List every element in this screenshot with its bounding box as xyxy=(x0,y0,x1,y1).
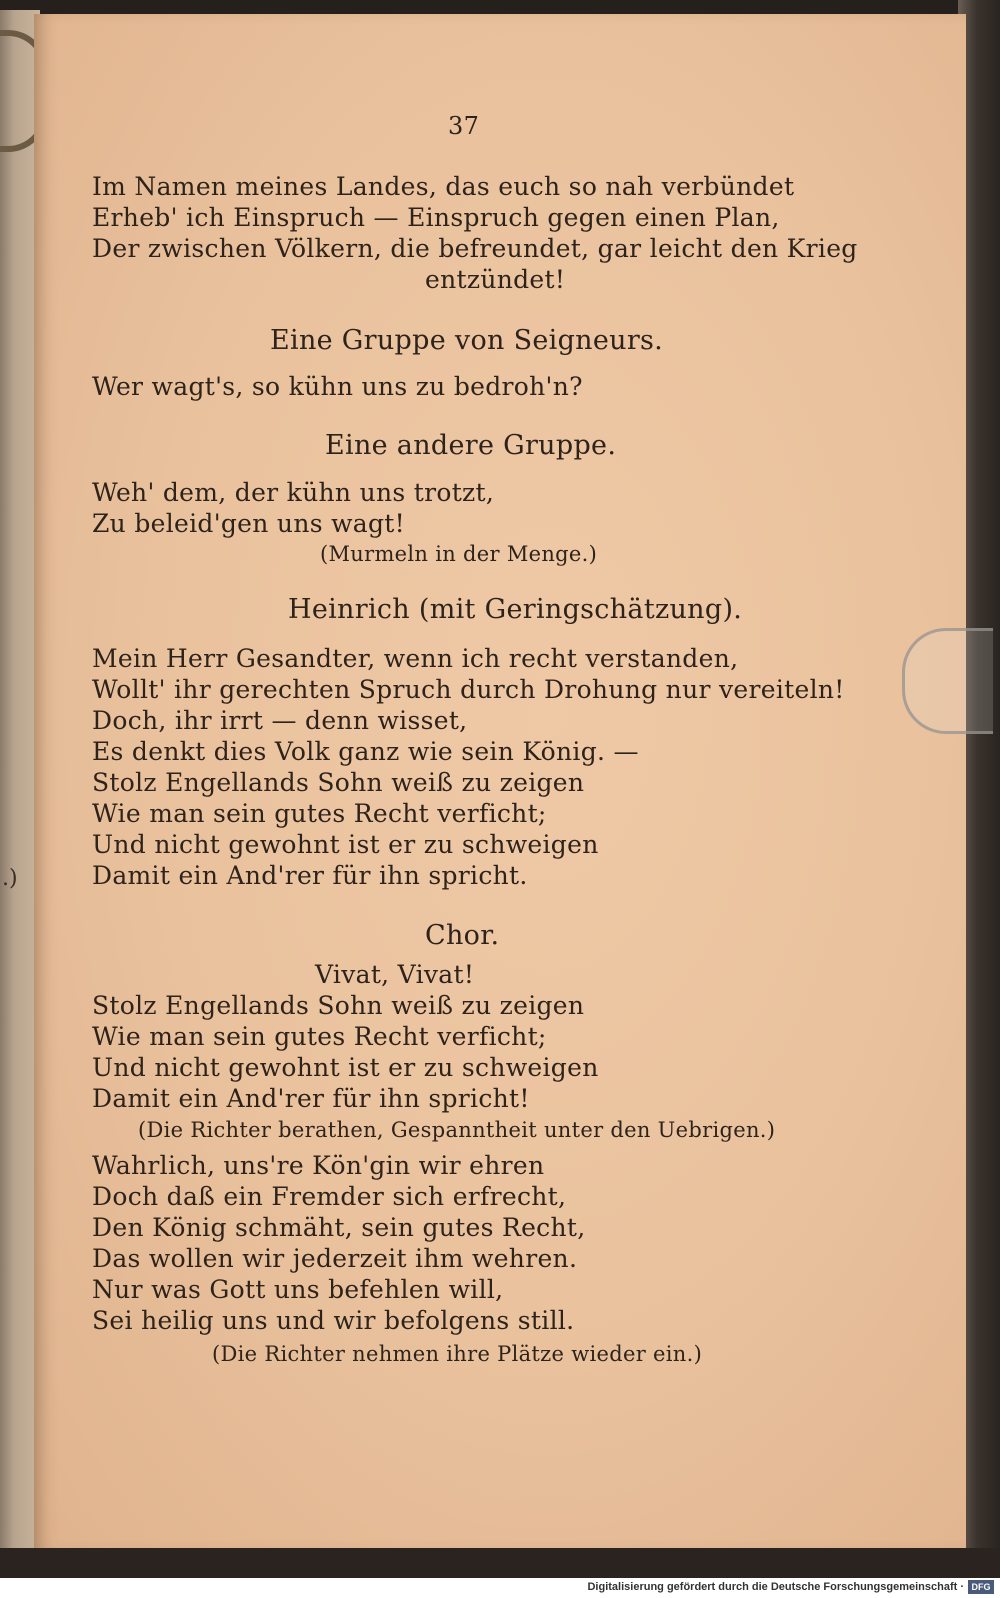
dfg-logo: DFG xyxy=(968,1580,994,1594)
verse-line: Wollt' ihr gerechten Spruch durch Drohung nur vereiteln! xyxy=(92,675,845,704)
verse-line: Sei heilig uns und wir befolgens still. xyxy=(92,1306,575,1335)
speaker-heading: Heinrich (mit Geringschätzung). xyxy=(288,594,743,625)
verse-line: entzündet! xyxy=(425,265,566,294)
verse-line: Doch, ihr irrt — denn wisset, xyxy=(92,706,468,735)
verse-line: Vivat, Vivat! xyxy=(315,960,475,989)
verse-line: Erheb' ich Einspruch — Einspruch gegen einen Plan, xyxy=(92,203,780,232)
funding-credit: Digitalisierung gefördert durch die Deutsche Forschungsgemeinschaft · xyxy=(587,1581,964,1593)
verse-line: Der zwischen Völkern, die befreundet, gar leicht den Krieg xyxy=(92,234,858,263)
verse-line: Es denkt dies Volk ganz wie sein König. — xyxy=(92,737,639,766)
verse-line: Damit ein And'rer für ihn spricht! xyxy=(92,1084,530,1113)
verse-line: Damit ein And'rer für ihn spricht. xyxy=(92,861,528,890)
verse-line: Wahrlich, uns're Kön'gin wir ehren xyxy=(92,1151,545,1180)
stage-direction: (Murmeln in der Menge.) xyxy=(320,542,598,566)
verse-line: Weh' dem, der kühn uns trotzt, xyxy=(92,478,495,507)
paper-clip-right xyxy=(902,628,993,734)
verse-line: Und nicht gewohnt ist er zu schweigen xyxy=(92,830,599,859)
verse-line: Wie man sein gutes Recht verficht; xyxy=(92,799,547,828)
verse-line: Zu beleid'gen uns wagt! xyxy=(92,509,406,538)
book-cover-bottom xyxy=(0,1548,1000,1578)
verse-line: Den König schmäht, sein gutes Recht, xyxy=(92,1213,586,1242)
verse-line: Wie man sein gutes Recht verficht; xyxy=(92,1022,547,1051)
verse-line: Stolz Engellands Sohn weiß zu zeigen xyxy=(92,768,585,797)
stage-direction: (Die Richter nehmen ihre Plätze wieder ein.) xyxy=(212,1342,703,1366)
verse-line: Mein Herr Gesandter, wenn ich recht verstanden, xyxy=(92,644,739,673)
verse-line: Wer wagt's, so kühn uns zu bedroh'n? xyxy=(92,372,583,401)
verse-line: Doch daß ein Fremder sich erfrecht, xyxy=(92,1182,567,1211)
verse-line: Nur was Gott uns befehlen will, xyxy=(92,1275,504,1304)
stage-direction: (Die Richter berathen, Gespanntheit unter den Uebrigen.) xyxy=(138,1118,776,1142)
verse-line: Stolz Engellands Sohn weiß zu zeigen xyxy=(92,991,585,1020)
verse-line: Im Namen meines Landes, das euch so nah verbündet xyxy=(92,172,795,201)
facing-page-mark: .) xyxy=(2,866,18,891)
verse-line: Das wollen wir jederzeit ihm wehren. xyxy=(92,1244,578,1273)
speaker-heading: Chor. xyxy=(425,920,500,951)
speaker-heading: Eine andere Gruppe. xyxy=(325,430,617,461)
page-number: 37 xyxy=(448,112,480,140)
speaker-heading: Eine Gruppe von Seigneurs. xyxy=(270,325,664,356)
verse-line: Und nicht gewohnt ist er zu schweigen xyxy=(92,1053,599,1082)
